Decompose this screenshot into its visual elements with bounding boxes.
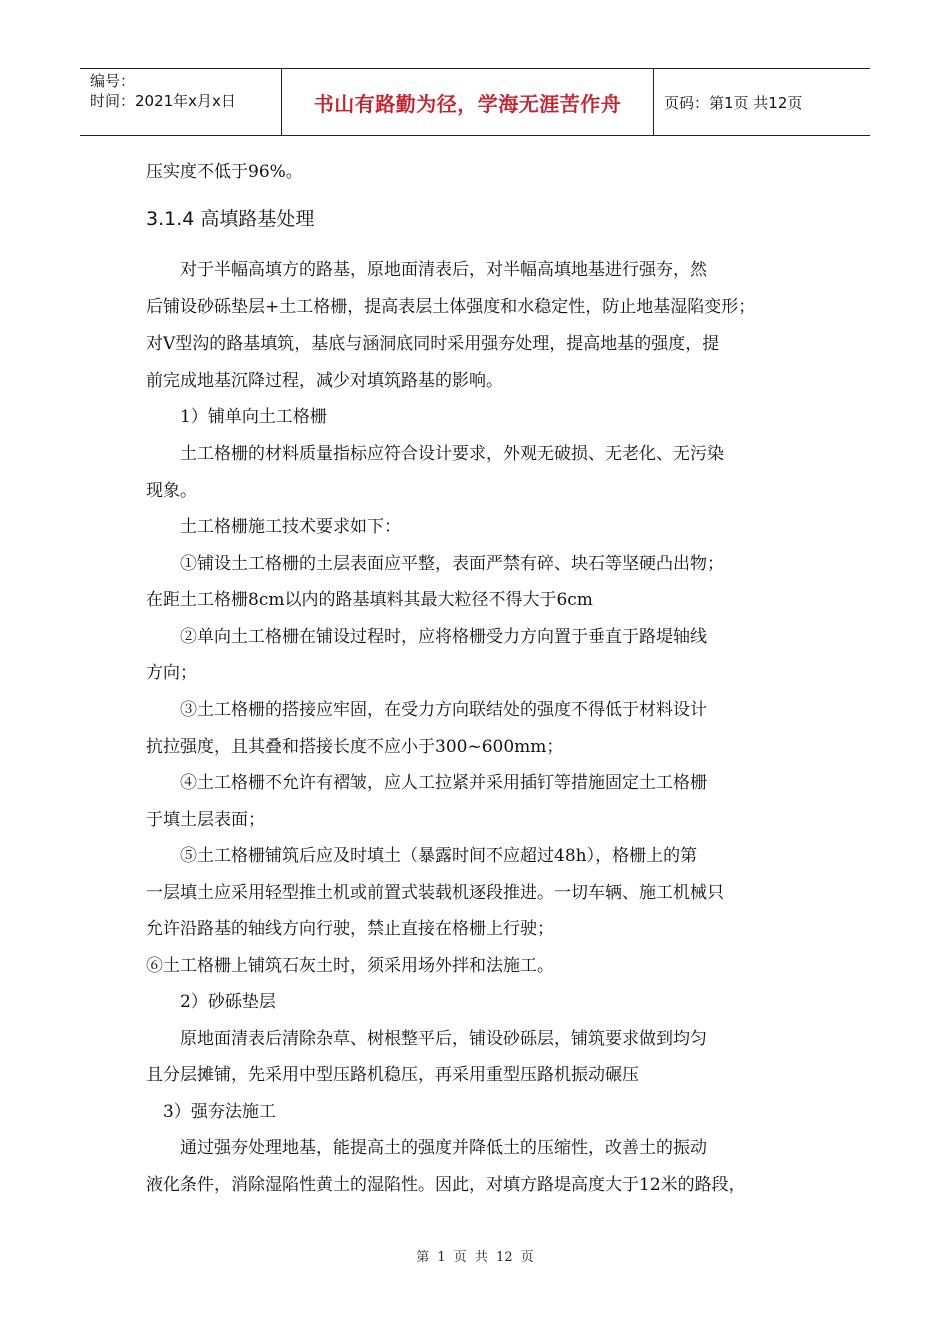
body-line: 对于半幅高填方的路基，原地面清表后，对半幅高填地基进行强夯，然 (146, 260, 707, 280)
body-line: 方向； (146, 663, 197, 683)
page-header (80, 68, 870, 136)
body-line: 一层填土应采用轻型推土机或前置式装载机逐段推进。一切车辆、施工机械只 (146, 883, 724, 903)
body-line: 在距土工格栅8cm以内的路基填料其最大粒径不得大于6cm (146, 590, 593, 610)
body-line: 对V型沟的路基填筑，基底与涵洞底同时采用强夯处理，提高地基的强度，提 (146, 334, 720, 354)
body-line: ②单向土工格栅在铺设过程时，应将格栅受力方向置于垂直于路堤轴线 (146, 627, 707, 647)
body-line: 允许沿路基的轴线方向行驶，禁止直接在格栅上行驶； (146, 919, 554, 939)
body-line: 现象。 (146, 481, 197, 501)
header-motto: 书山有路勤为径，学海无涯苦作舟 (282, 69, 654, 135)
header-time: 时间：2021年x月x日 (90, 92, 236, 110)
page-footer: 第 1 页 共 12 页 (416, 1250, 534, 1265)
body-line: ①铺设土工格栅的土层表面应平整，表面严禁有碎、块石等坚硬凸出物； (146, 554, 724, 574)
body-line: 土工格栅的材料质量指标应符合设计要求，外观无破损、无老化、无污染 (146, 444, 724, 464)
body-line: 通过强夯处理地基，能提高土的强度并降低土的压缩性，改善土的振动 (146, 1138, 707, 1158)
body-line: 且分层摊铺，先采用中型压路机稳压，再采用重型压路机振动碾压 (146, 1065, 639, 1085)
subheading: 3）强夯法施工 (146, 1102, 276, 1122)
body-line: 土工格栅施工技术要求如下： (146, 517, 401, 537)
body-line: 前完成地基沉降过程，减少对填筑路基的影响。 (146, 371, 503, 391)
body-line: 于填土层表面； (146, 810, 265, 830)
header-meta (80, 69, 282, 135)
body-line: 抗拉强度，且其叠和搭接长度不应小于300~600mm； (146, 737, 564, 757)
body-line: ③土工格栅的搭接应牢固，在受力方向联结处的强度不得低于材料设计 (146, 700, 707, 720)
body-line: 液化条件，消除湿陷性黄土的湿陷性。因此，对填方路堤高度大于12米的路段， (146, 1175, 746, 1195)
body-line: 原地面清表后清除杂草、树根整平后，铺设砂砾层，铺筑要求做到均匀 (146, 1029, 707, 1049)
body-line: 压实度不低于96%。 (146, 162, 303, 182)
body-line: ⑤土工格栅铺筑后应及时填土（暴露时间不应超过48h），格栅上的第 (146, 846, 698, 866)
body-line: ④土工格栅不允许有褶皱，应人工拉紧并采用插钉等措施固定土工格栅 (146, 773, 707, 793)
section-heading: 3.1.4 高填路基处理 (146, 208, 315, 230)
body-line: ⑥土工格栅上铺筑石灰土时，须采用场外拌和法施工。 (146, 956, 554, 976)
subheading: 1）铺单向土工格栅 (146, 407, 327, 427)
body-line: 后铺设砂砾垫层+土工格栅，提高表层土体强度和水稳定性，防止地基湿陷变形； (146, 297, 756, 317)
subheading: 2）砂砾垫层 (146, 992, 276, 1012)
header-page-info: 页码：第1页 共12页 (664, 93, 803, 112)
header-number: 编号： (90, 72, 136, 90)
